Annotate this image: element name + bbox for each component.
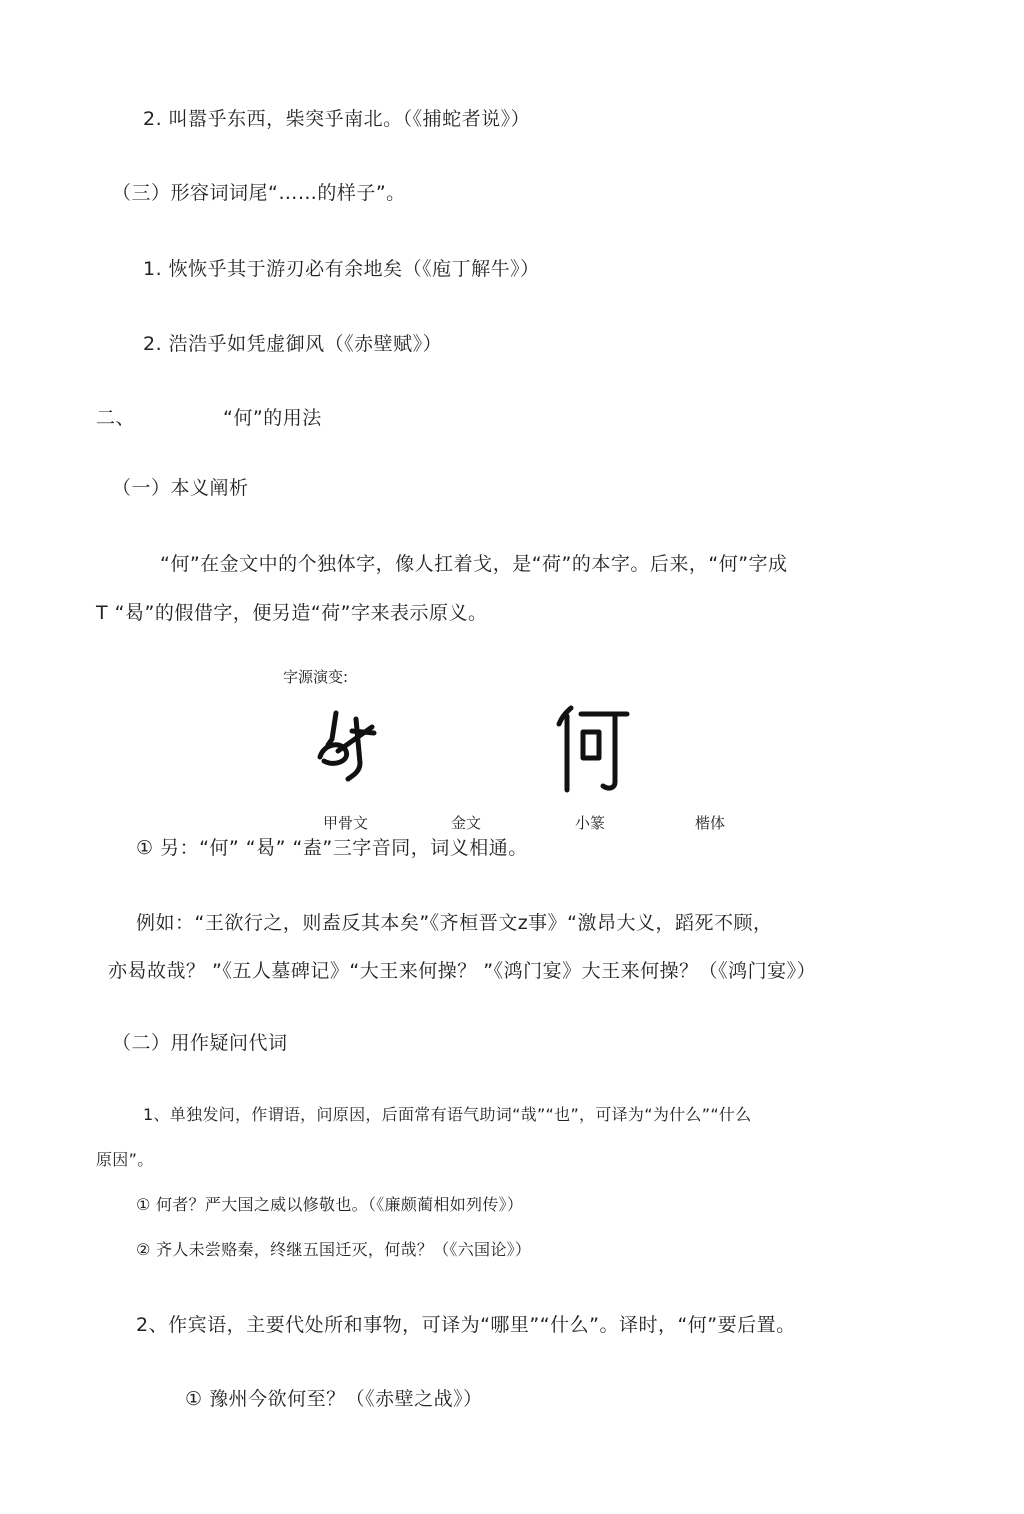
small-seal-glyph-image <box>553 702 633 792</box>
usage-example-3: ① 豫州今欲何至？（《赤壁之战》） <box>185 1388 483 1410</box>
subsection-heading-1: （一）本义阐析 <box>112 477 249 499</box>
example-paragraph-line-1: 例如：“王欲行之，则盍反其本矣”《齐桓晋文z事》“激昂大义，蹈死不顾， <box>136 912 773 934</box>
oracle-bone-glyph-image <box>312 705 382 785</box>
figure-caption: 字源演变: <box>283 668 349 686</box>
label-regular-script: 楷体 <box>695 814 726 832</box>
usage-line-1-cont: 原因”。 <box>96 1150 154 1169</box>
label-oracle-bone: 甲骨文 <box>323 814 369 832</box>
usage-line-1: 1、单独发问，作谓语，问原因，后面常有语气助词“哉”“也”，可译为“为什么”“什么 <box>143 1105 752 1124</box>
section-number: 二、 <box>96 407 136 429</box>
note-line: ① 另：“何” “曷” “盍”三字音同，词义相通。 <box>136 837 528 859</box>
subsection-heading-3: （三）形容词词尾“……的样子”。 <box>112 182 406 204</box>
subsection-heading-2: （二）用作疑问代词 <box>112 1032 288 1054</box>
example-line-2: 1. 恢恢乎其于游刃必有余地矣（《庖丁解牛》） <box>143 258 540 280</box>
paragraph-line-1: “何”在金文中的个独体字，像人扛着戈，是“荷”的本字。后来，“何”字成 <box>160 553 788 575</box>
paragraph-line-2: T “曷”的假借字，便另造“荷”字来表示原义。 <box>96 602 488 624</box>
usage-example-1: ① 何者？严大国之威以修敬也。（《廉颇蔺相如列传》） <box>136 1195 524 1214</box>
example-paragraph-line-2: 亦曷故哉？ ”《五人墓碑记》“大王来何操？ ”《鸿门宴》大王来何操？（《鸿门宴》） <box>108 960 817 982</box>
section-heading-2 <box>96 406 322 430</box>
usage-example-2: ② 齐人未尝赂秦，终继五国迁灭，何哉？（《六国论》） <box>136 1240 532 1259</box>
label-bronze: 金文 <box>451 814 482 832</box>
usage-line-2: 2、作宾语，主要代处所和事物，可译为“哪里”“什么”。译时，“何”要后置。 <box>136 1314 796 1336</box>
example-line-1: 2. 叫嚣乎东西，柴突乎南北。（《捕蛇者说》） <box>143 108 531 130</box>
label-small-seal: 小篆 <box>575 814 606 832</box>
section-title: “何”的用法 <box>223 407 322 429</box>
example-line-3: 2. 浩浩乎如凭虚御风（《赤壁赋》） <box>143 333 443 355</box>
